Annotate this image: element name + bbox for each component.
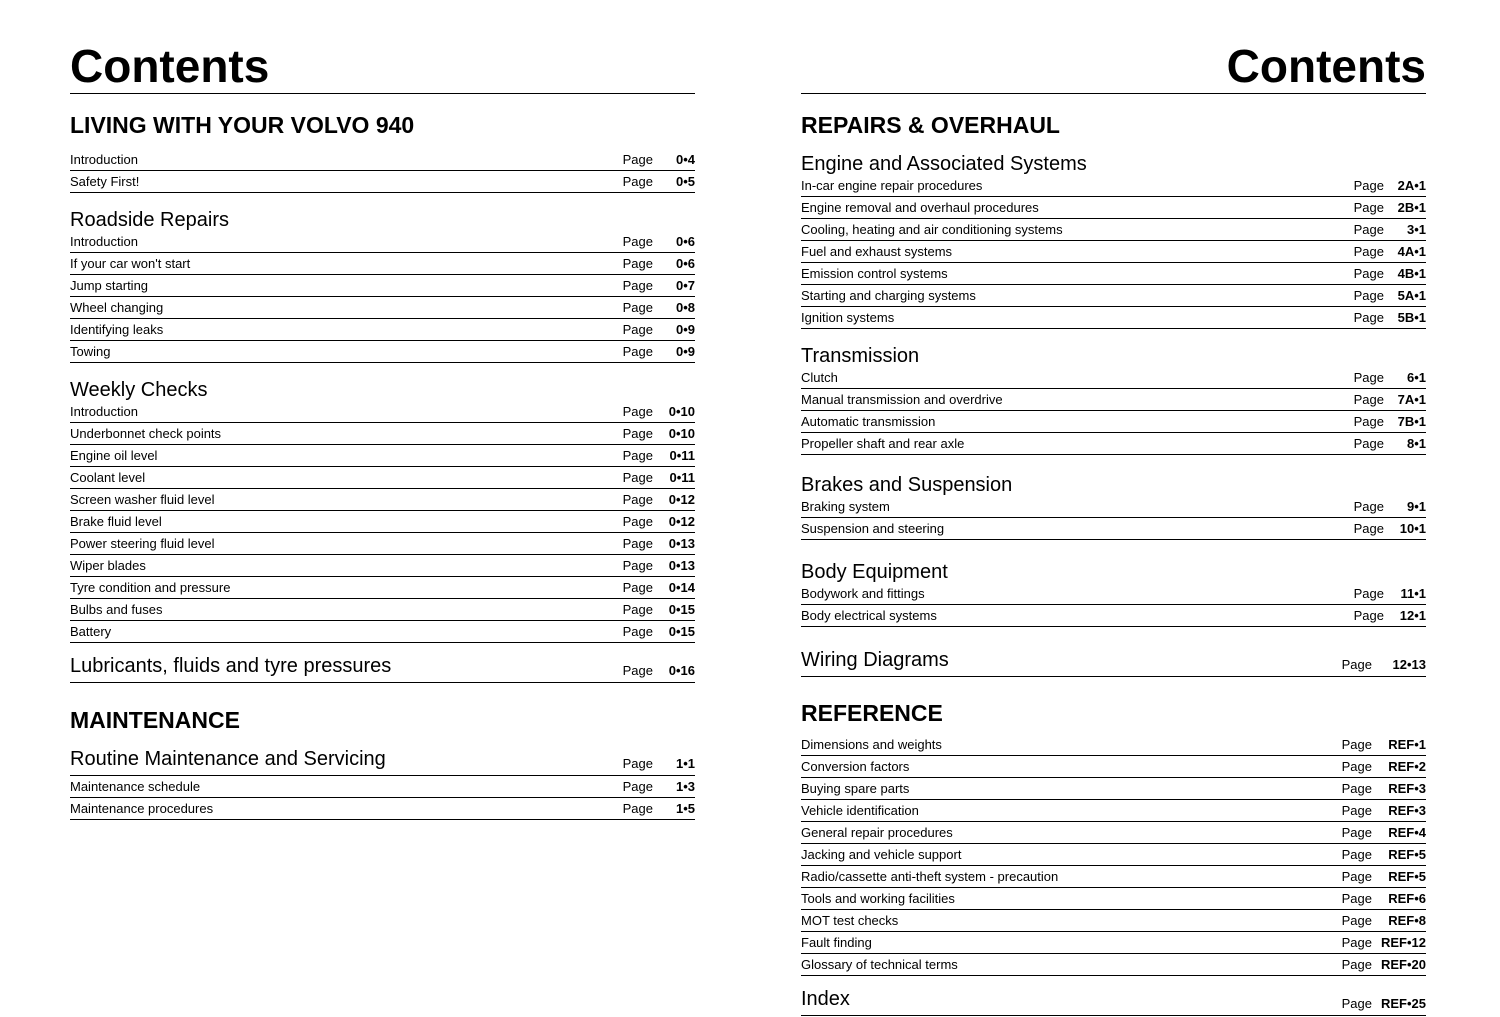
page-word: Page bbox=[1353, 200, 1384, 215]
page-number: 0•11 bbox=[669, 470, 695, 485]
group-engine bbox=[801, 176, 1426, 329]
toc-entry[interactable] bbox=[70, 578, 695, 599]
page-number: 12•13 bbox=[1392, 657, 1426, 672]
toc-entry[interactable] bbox=[70, 622, 695, 643]
page-word: Page bbox=[1341, 996, 1372, 1011]
toc-entry[interactable] bbox=[801, 757, 1426, 778]
page-number: 1•1 bbox=[675, 756, 695, 771]
page-word: Page bbox=[622, 344, 653, 359]
entry-label: Wheel changing bbox=[70, 300, 164, 315]
page-word: Page bbox=[622, 278, 653, 293]
page-word: Page bbox=[622, 426, 653, 441]
page-word: Page bbox=[1353, 370, 1384, 385]
group-weekly bbox=[70, 402, 695, 643]
page-word: Page bbox=[1353, 436, 1384, 451]
group-roadside bbox=[70, 232, 695, 363]
page-number: 10•1 bbox=[1399, 521, 1426, 536]
toc-entry[interactable] bbox=[801, 933, 1426, 954]
page-word: Page bbox=[1341, 869, 1372, 884]
page-number: 0•14 bbox=[668, 580, 695, 595]
page-number: 0•12 bbox=[668, 514, 695, 529]
page-number: 0•10 bbox=[668, 426, 695, 441]
toc-entry[interactable] bbox=[801, 867, 1426, 888]
page-word: Page bbox=[622, 322, 653, 337]
entry-label: Fault finding bbox=[801, 935, 872, 950]
toc-entry[interactable] bbox=[801, 955, 1426, 976]
toc-entry[interactable] bbox=[801, 735, 1426, 756]
page-number: 7B•1 bbox=[1397, 414, 1426, 429]
entry-label: Underbonnet check points bbox=[70, 426, 222, 441]
group-heading: Roadside Repairs bbox=[70, 209, 229, 231]
entry-label: Radio/cassette anti-theft system - precaution bbox=[801, 869, 1059, 884]
page-number: 6•1 bbox=[1406, 370, 1426, 385]
page-number: 3•1 bbox=[1406, 222, 1426, 237]
toc-entry[interactable] bbox=[801, 497, 1426, 518]
page-word: Page bbox=[1341, 847, 1372, 862]
page-number: 8•1 bbox=[1406, 436, 1426, 451]
toc-entry-routine[interactable] bbox=[70, 745, 695, 776]
page-word: Page bbox=[1341, 737, 1372, 752]
entry-label: Jump starting bbox=[70, 278, 149, 293]
section-wiring bbox=[801, 646, 1426, 678]
page-word: Page bbox=[1353, 244, 1384, 259]
toc-entry[interactable] bbox=[801, 911, 1426, 932]
toc-entry[interactable] bbox=[801, 584, 1426, 605]
toc-entry[interactable] bbox=[801, 606, 1426, 627]
toc-entry[interactable] bbox=[70, 342, 695, 363]
toc-entry[interactable] bbox=[70, 424, 695, 445]
entry-label: Maintenance schedule bbox=[70, 779, 201, 794]
page-number: 9•1 bbox=[1406, 499, 1426, 514]
section-roadside bbox=[70, 208, 695, 386]
page-number: 2A•1 bbox=[1397, 178, 1426, 193]
page-word: Page bbox=[1341, 759, 1372, 774]
section-brakes bbox=[801, 473, 1426, 563]
entry-label: Brake fluid level bbox=[70, 514, 162, 529]
entry-label: Clutch bbox=[801, 370, 838, 385]
page-word: Page bbox=[622, 256, 653, 271]
page-number: 0•5 bbox=[675, 174, 695, 189]
title-rule bbox=[801, 93, 1426, 94]
entry-label: Introduction bbox=[70, 234, 138, 249]
page-word: Page bbox=[622, 234, 653, 249]
page-number: 0•13 bbox=[668, 536, 695, 551]
toc-entry-wiring[interactable] bbox=[801, 646, 1426, 677]
group-heading: Brakes and Suspension bbox=[801, 474, 1013, 496]
toc-entry[interactable] bbox=[801, 889, 1426, 910]
page-number: 0•4 bbox=[675, 152, 695, 167]
toc-entry[interactable] bbox=[801, 308, 1426, 329]
page-word: Page bbox=[622, 801, 653, 816]
toc-entry-index[interactable] bbox=[801, 985, 1426, 1016]
page-number: REF•25 bbox=[1380, 996, 1426, 1011]
page-word: Page bbox=[622, 558, 653, 573]
page-title: Contents bbox=[1226, 40, 1426, 92]
section-engine bbox=[801, 152, 1426, 352]
page-number: 11•1 bbox=[1400, 586, 1426, 601]
entry-label: Suspension and steering bbox=[801, 521, 945, 536]
entry-label: Braking system bbox=[801, 499, 890, 514]
page-number: REF•1 bbox=[1388, 737, 1426, 752]
toc-entry[interactable] bbox=[70, 298, 695, 319]
entry-label: Cooling, heating and air conditioning systems bbox=[801, 222, 1063, 237]
page-number: REF•5 bbox=[1388, 869, 1426, 884]
page-number: 4A•1 bbox=[1397, 244, 1426, 259]
toc-entry[interactable] bbox=[801, 845, 1426, 866]
section-transmission bbox=[801, 344, 1426, 478]
page-number: 5B•1 bbox=[1397, 310, 1426, 325]
page-number: 1•5 bbox=[675, 801, 695, 816]
toc-entry[interactable] bbox=[70, 468, 695, 489]
toc-entry[interactable] bbox=[70, 446, 695, 467]
toc-entry[interactable] bbox=[801, 368, 1426, 389]
toc-entry[interactable] bbox=[70, 534, 695, 555]
entry-label: Wiper blades bbox=[70, 558, 146, 573]
group-brakes bbox=[801, 497, 1426, 540]
toc-entry[interactable] bbox=[801, 390, 1426, 411]
page-number: REF•3 bbox=[1388, 781, 1426, 796]
page-word: Page bbox=[1341, 803, 1372, 818]
entry-label: Body electrical systems bbox=[801, 608, 937, 623]
entry-label: Engine removal and overhaul procedures bbox=[801, 200, 1039, 215]
group-heading: Body Equipment bbox=[801, 561, 948, 583]
page-word: Page bbox=[1341, 891, 1372, 906]
toc-entry[interactable] bbox=[801, 264, 1426, 285]
toc-entry[interactable] bbox=[70, 512, 695, 533]
entry-label: Routine Maintenance and Servicing bbox=[70, 748, 386, 770]
entry-label: Lubricants, fluids and tyre pressures bbox=[70, 655, 392, 677]
entry-label: Identifying leaks bbox=[70, 322, 164, 337]
entry-label: MOT test checks bbox=[801, 913, 899, 928]
page-number: 0•6 bbox=[675, 234, 695, 249]
entry-label: Automatic transmission bbox=[801, 414, 936, 429]
page-word: Page bbox=[1341, 935, 1372, 950]
entry-label: Engine oil level bbox=[70, 448, 158, 463]
entry-label: If your car won't start bbox=[70, 256, 191, 271]
page-word: Page bbox=[622, 756, 653, 771]
entry-label: Manual transmission and overdrive bbox=[801, 392, 1003, 407]
page-number: 0•8 bbox=[675, 300, 695, 315]
toc-entry[interactable] bbox=[801, 801, 1426, 822]
page-number: 0•16 bbox=[668, 663, 695, 678]
entry-label: Tools and working facilities bbox=[801, 891, 955, 906]
page-word: Page bbox=[1353, 310, 1384, 325]
page-word: Page bbox=[622, 536, 653, 551]
entry-label: General repair procedures bbox=[801, 825, 953, 840]
section-body bbox=[801, 560, 1426, 650]
entry-label: Fuel and exhaust systems bbox=[801, 244, 953, 259]
entry-label: Screen washer fluid level bbox=[70, 492, 215, 507]
entry-label: Safety First! bbox=[70, 174, 140, 189]
section-repairs bbox=[801, 110, 1426, 152]
toc-entry[interactable] bbox=[70, 799, 695, 820]
section-living bbox=[70, 110, 695, 216]
page-word: Page bbox=[622, 514, 653, 529]
page-word: Page bbox=[1353, 586, 1384, 601]
page-word: Page bbox=[622, 580, 653, 595]
group-body bbox=[801, 584, 1426, 627]
entry-label: Introduction bbox=[70, 404, 138, 419]
group-maintenance bbox=[70, 777, 695, 820]
toc-entry[interactable] bbox=[801, 242, 1426, 263]
toc-entry[interactable] bbox=[801, 823, 1426, 844]
page-number: REF•20 bbox=[1380, 957, 1426, 972]
page-word: Page bbox=[1353, 266, 1384, 281]
toc-entry-lubricants[interactable] bbox=[70, 652, 695, 683]
page-number: 0•15 bbox=[668, 624, 695, 639]
page-number: 0•11 bbox=[669, 448, 695, 463]
page-number: 0•12 bbox=[668, 492, 695, 507]
page-number: REF•8 bbox=[1388, 913, 1426, 928]
entry-label: Introduction bbox=[70, 152, 138, 167]
entry-label: Dimensions and weights bbox=[801, 737, 942, 752]
page-word: Page bbox=[622, 174, 653, 189]
entry-label: Bulbs and fuses bbox=[70, 602, 163, 617]
page-word: Page bbox=[622, 663, 653, 678]
entry-label: Emission control systems bbox=[801, 266, 948, 281]
page-number: 1•3 bbox=[675, 779, 695, 794]
entry-label: Propeller shaft and rear axle bbox=[801, 436, 965, 451]
page-number: REF•5 bbox=[1388, 847, 1426, 862]
page-number: 7A•1 bbox=[1397, 392, 1426, 407]
entry-label: In-car engine repair procedures bbox=[801, 178, 983, 193]
page-number: 4B•1 bbox=[1397, 266, 1426, 281]
page-word: Page bbox=[1353, 288, 1384, 303]
page-word: Page bbox=[1353, 222, 1384, 237]
page-number: 0•7 bbox=[675, 278, 695, 293]
group-living bbox=[70, 150, 695, 193]
toc-entry[interactable] bbox=[801, 779, 1426, 800]
toc-entry[interactable] bbox=[70, 556, 695, 577]
toc-entry[interactable] bbox=[70, 172, 695, 193]
entry-label: Bodywork and fittings bbox=[801, 586, 925, 601]
entry-label: Battery bbox=[70, 624, 112, 639]
page-word: Page bbox=[1353, 178, 1384, 193]
toc-entry[interactable] bbox=[801, 286, 1426, 307]
page-number: REF•6 bbox=[1388, 891, 1426, 906]
toc-entry[interactable] bbox=[801, 412, 1426, 433]
toc-entry[interactable] bbox=[70, 254, 695, 275]
entry-label: Starting and charging systems bbox=[801, 288, 976, 303]
entry-label: Glossary of technical terms bbox=[801, 957, 958, 972]
toc-entry[interactable] bbox=[70, 276, 695, 297]
page-number: 2B•1 bbox=[1397, 200, 1426, 215]
entry-label: Vehicle identification bbox=[801, 803, 919, 818]
page-number: REF•4 bbox=[1388, 825, 1426, 840]
page-number: 0•9 bbox=[675, 322, 695, 337]
page-word: Page bbox=[622, 602, 653, 617]
page-number: REF•12 bbox=[1380, 935, 1426, 950]
toc-entry[interactable] bbox=[70, 600, 695, 621]
section-heading: LIVING WITH YOUR VOLVO 940 bbox=[70, 112, 415, 138]
page-word: Page bbox=[622, 624, 653, 639]
toc-entry[interactable] bbox=[70, 320, 695, 341]
group-heading: Weekly Checks bbox=[70, 379, 208, 401]
entry-label: Maintenance procedures bbox=[70, 801, 214, 816]
page-word: Page bbox=[1341, 957, 1372, 972]
entry-label: Towing bbox=[70, 344, 111, 359]
page-word: Page bbox=[1341, 657, 1372, 672]
page-word: Page bbox=[622, 492, 653, 507]
page-number: 0•13 bbox=[668, 558, 695, 573]
entry-label: Wiring Diagrams bbox=[801, 649, 949, 671]
section-index bbox=[801, 985, 1426, 1017]
page-word: Page bbox=[1341, 913, 1372, 928]
page-word: Page bbox=[622, 152, 653, 167]
page-word: Page bbox=[1353, 414, 1384, 429]
page-word: Page bbox=[1353, 392, 1384, 407]
toc-entry[interactable] bbox=[70, 777, 695, 798]
section-heading: MAINTENANCE bbox=[70, 707, 240, 733]
page-word: Page bbox=[1353, 499, 1384, 514]
entry-label: Ignition systems bbox=[801, 310, 895, 325]
page-word: Page bbox=[622, 404, 653, 419]
toc-entry[interactable] bbox=[801, 198, 1426, 219]
page-word: Page bbox=[1341, 781, 1372, 796]
toc-entry[interactable] bbox=[801, 434, 1426, 455]
section-maintenance bbox=[70, 705, 695, 843]
entry-label: Power steering fluid level bbox=[70, 536, 215, 551]
page-number: 0•9 bbox=[675, 344, 695, 359]
section-heading: REFERENCE bbox=[801, 700, 943, 726]
toc-entry[interactable] bbox=[801, 519, 1426, 540]
section-heading: REPAIRS & OVERHAUL bbox=[801, 112, 1060, 138]
entry-label: Conversion factors bbox=[801, 759, 910, 774]
page-number: 0•6 bbox=[675, 256, 695, 271]
entry-label: Jacking and vehicle support bbox=[801, 847, 962, 862]
page-word: Page bbox=[622, 300, 653, 315]
page-word: Page bbox=[622, 470, 653, 485]
page-word: Page bbox=[622, 779, 653, 794]
page-number: 0•10 bbox=[668, 404, 695, 419]
entry-label: Index bbox=[801, 988, 850, 1010]
page-number: REF•3 bbox=[1388, 803, 1426, 818]
page-word: Page bbox=[1353, 521, 1384, 536]
toc-entry[interactable] bbox=[801, 220, 1426, 241]
toc-entry[interactable] bbox=[801, 176, 1426, 197]
toc-entry[interactable] bbox=[70, 150, 695, 171]
section-reference bbox=[801, 698, 1426, 999]
page-number: REF•2 bbox=[1388, 759, 1426, 774]
page-number: 12•1 bbox=[1399, 608, 1426, 623]
page-number: 5A•1 bbox=[1397, 288, 1426, 303]
page-word: Page bbox=[622, 448, 653, 463]
section-weekly bbox=[70, 378, 695, 666]
page-number: 0•15 bbox=[668, 602, 695, 617]
entry-label: Buying spare parts bbox=[801, 781, 910, 796]
page-title: Contents bbox=[70, 40, 270, 92]
toc-entry[interactable] bbox=[70, 402, 695, 423]
group-heading: Engine and Associated Systems bbox=[801, 153, 1087, 175]
entry-label: Tyre condition and pressure bbox=[70, 580, 231, 595]
group-reference bbox=[801, 735, 1426, 976]
section-lubricants bbox=[70, 652, 695, 684]
group-transmission bbox=[801, 368, 1426, 455]
page-word: Page bbox=[1341, 825, 1372, 840]
entry-label: Coolant level bbox=[70, 470, 146, 485]
toc-entry[interactable] bbox=[70, 232, 695, 253]
toc-entry[interactable] bbox=[70, 490, 695, 511]
title-rule bbox=[70, 93, 695, 94]
page-word: Page bbox=[1353, 608, 1384, 623]
group-heading: Transmission bbox=[801, 345, 920, 367]
